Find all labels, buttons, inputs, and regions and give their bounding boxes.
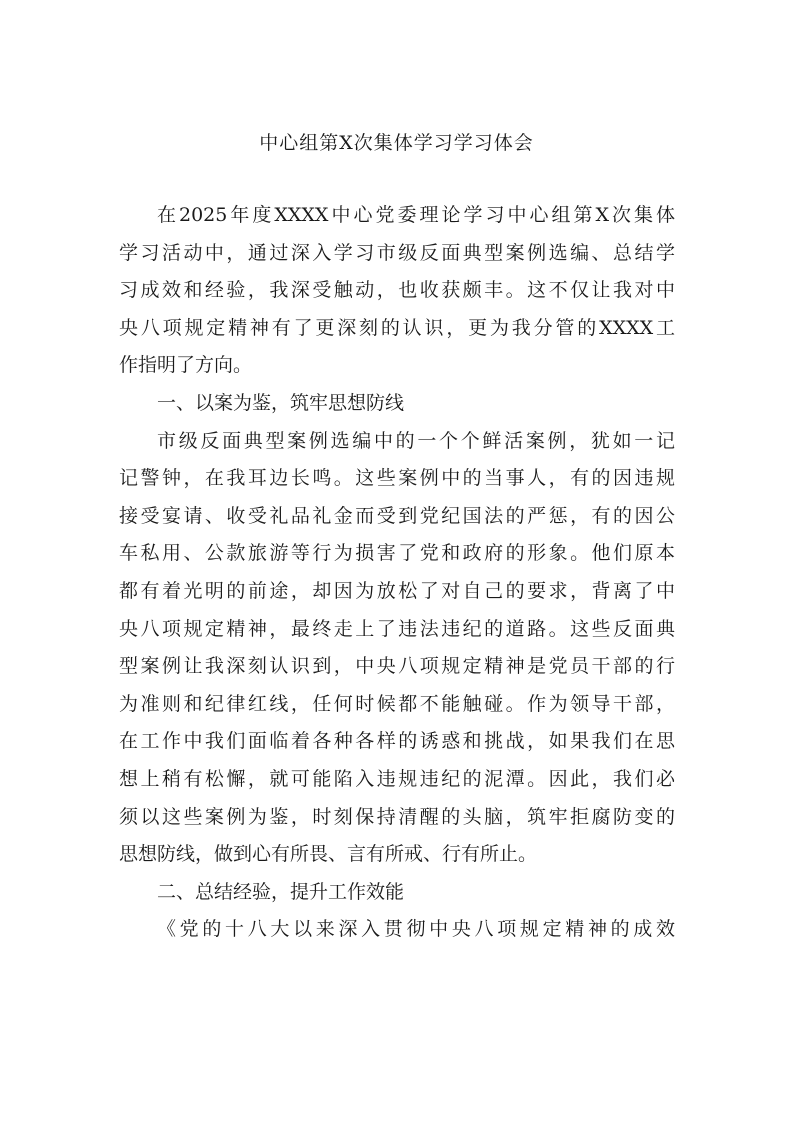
text-line: 接受宴请、收受礼品礼金而受到党纪国法的严惩，有的因公 [119,504,675,527]
text-line: 习成效和经验，我深受触动，也收获颇丰。这不仅让我对中 [119,279,675,302]
text-line: 作指明了方向。 [119,354,253,377]
text-line: 《党的十八大以来深入贯彻中央八项规定精神的成效 [157,918,675,941]
text-line: 都有着光明的前途，却因为放松了对自己的要求，背离了中 [119,579,675,602]
text-line: 思想防线，做到心有所畏、言有所戒、行有所止。 [119,843,538,866]
text-line: 学习活动中，通过深入学习市级反面典型案例选编、总结学 [119,241,675,264]
document-body [119,197,675,949]
text-line: 在2025年度XXXX中心党委理论学习中心组第X次集体 [157,204,675,226]
text-line: 央八项规定精神，最终走上了违法违纪的道路。这些反面典 [119,617,675,640]
text-line: 央八项规定精神有了更深刻的认识，更为我分管的XXXX工 [119,316,675,339]
section-heading-1 [119,385,675,423]
text-line: 想上稍有松懈，就可能陷入违规违纪的泥潭。因此，我们必 [119,767,675,790]
text-line: 车私用、公款旅游等行为损害了党和政府的形象。他们原本 [119,542,675,565]
text-line: 型案例让我深刻认识到，中央八项规定精神是党员干部的行 [119,655,675,678]
text-line: 为准则和纪律红线，任何时候都不能触碰。作为领导干部， [119,692,675,715]
text-line: 在工作中我们面临着各种各样的诱惑和挑战，如果我们在思 [119,730,675,753]
section-heading-2 [119,874,675,912]
section-heading: 一、以案为鉴，筑牢思想防线 [157,391,405,414]
paragraph-intro [119,197,675,385]
text-line: 须以这些案例为鉴，时刻保持清醒的头脑，筑牢拒腐防变的 [119,805,675,828]
paragraph-section-2 [119,911,675,949]
text-line: 记警钟，在我耳边长鸣。这些案例中的当事人，有的因违规 [119,467,675,490]
text-line: 市级反面典型案例选编中的一个个鲜活案例，犹如一记 [157,429,675,452]
document-title: 中心组第X次集体学习学习体会 [259,132,534,154]
paragraph-section-1 [119,423,675,874]
section-heading: 二、总结经验，提升工作效能 [157,880,405,903]
